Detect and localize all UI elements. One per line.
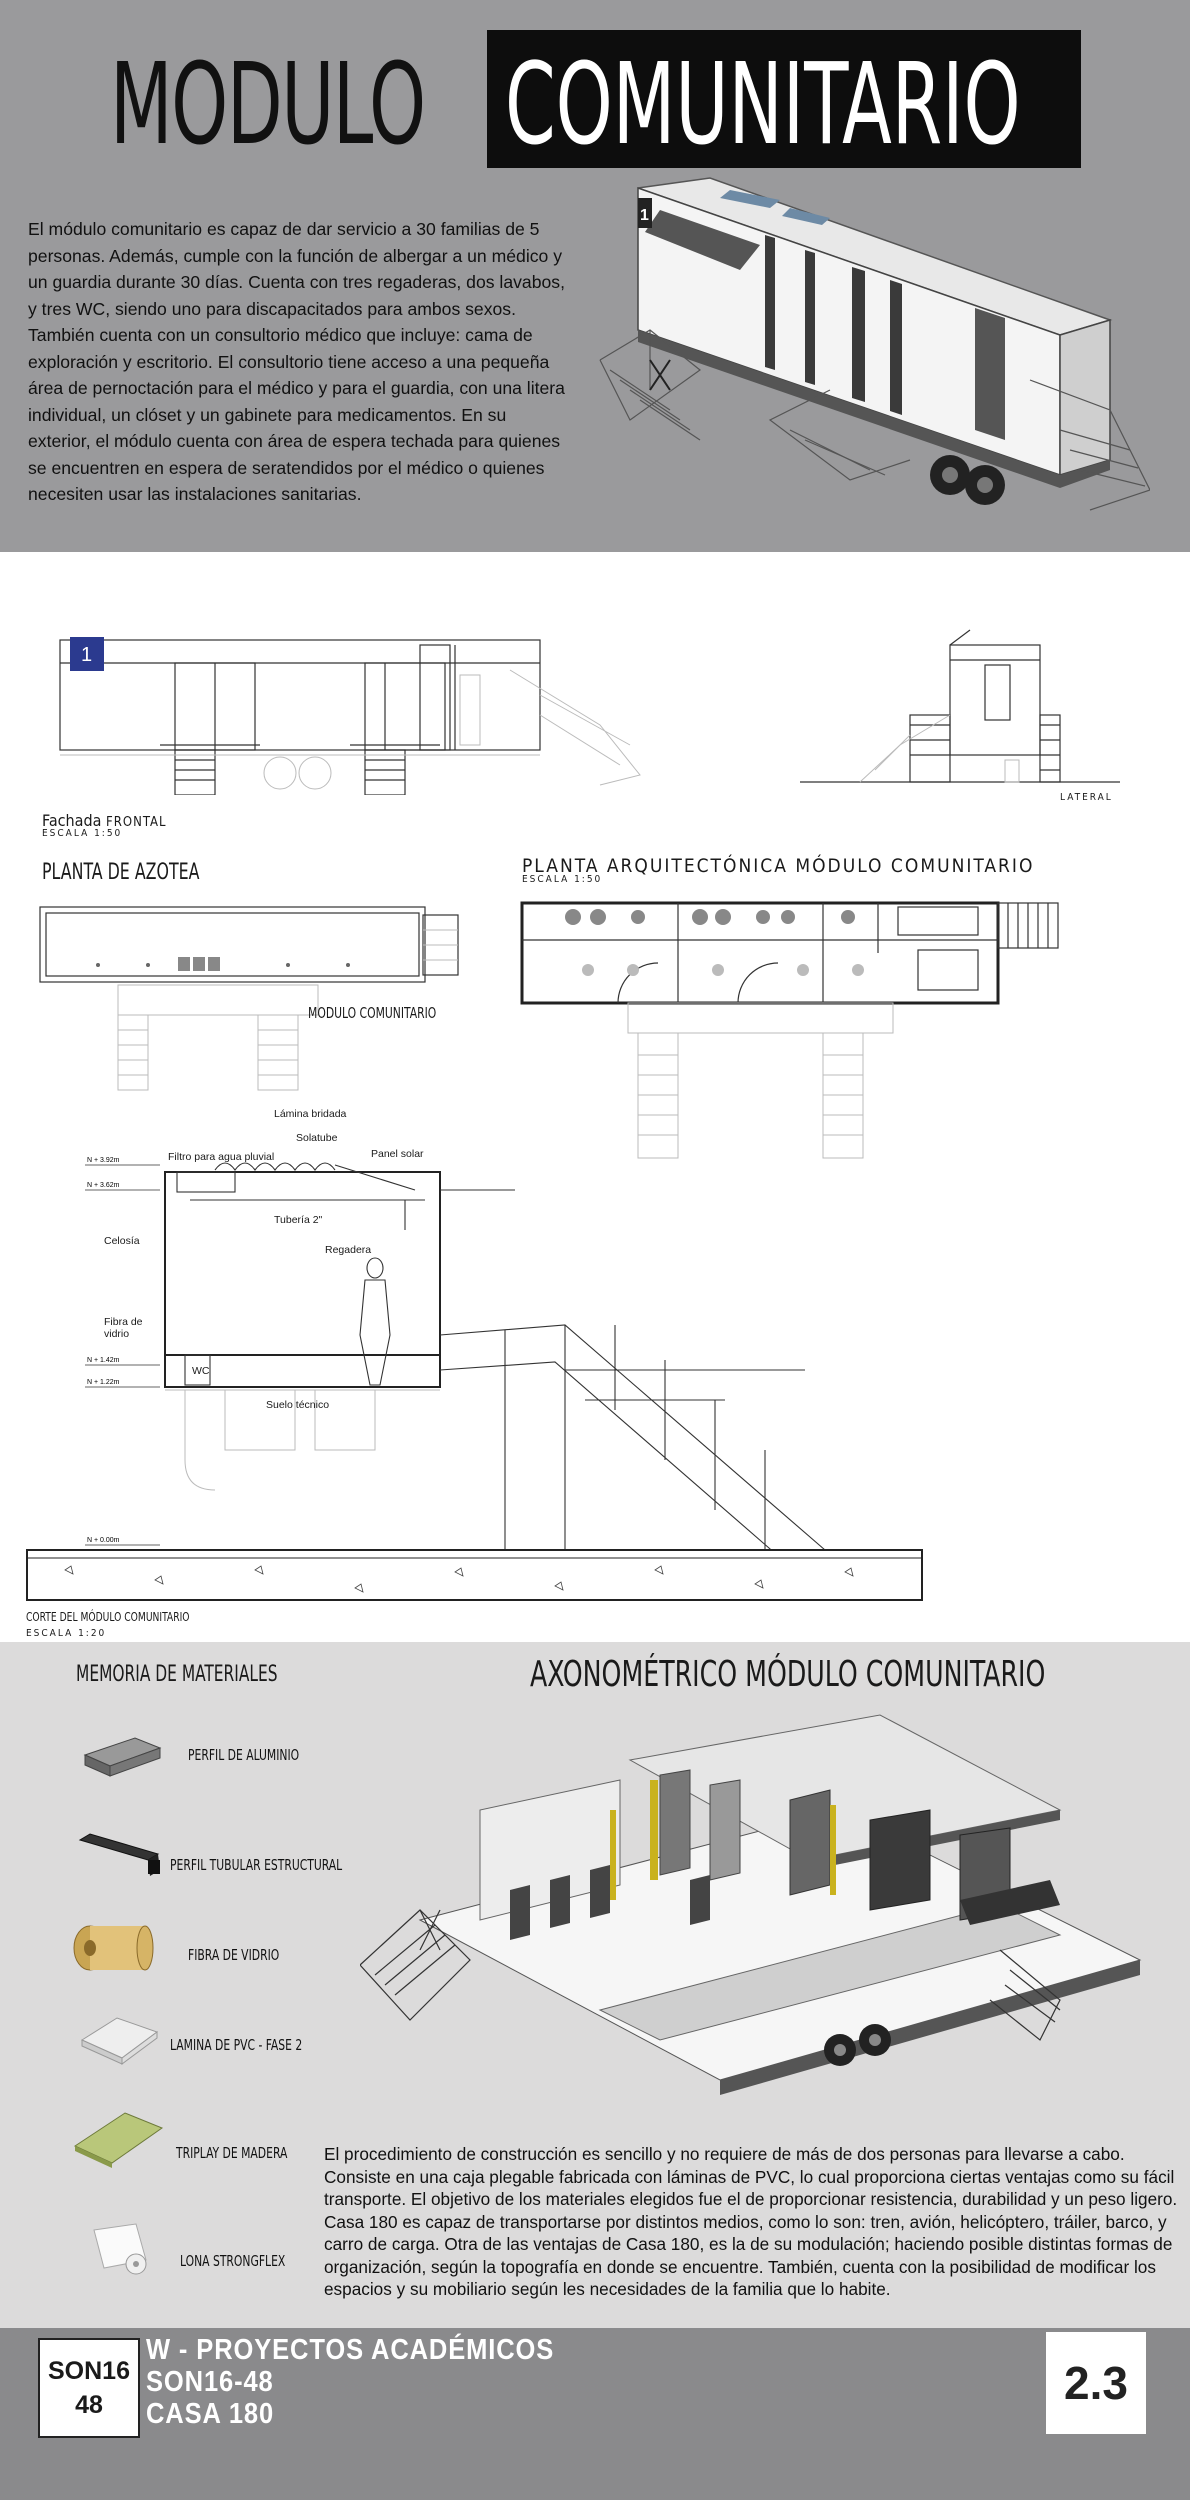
plan-scale: ESCALA 1:50 xyxy=(522,874,603,885)
module-render xyxy=(590,170,1150,550)
svg-text:N + 1.42m: N + 1.42m xyxy=(87,1357,120,1364)
materials-title: MEMORIA DE MATERIALES xyxy=(76,1662,278,1687)
facade-drawings xyxy=(40,615,1160,795)
svg-text:1: 1 xyxy=(640,207,649,224)
fiberglass-roll-icon xyxy=(70,1918,160,1978)
label-filtro: Filtro para agua pluvial xyxy=(168,1151,275,1163)
section-title: CORTE DEL MÓDULO COMUNITARIO xyxy=(26,1610,190,1624)
facade-title: Fachada FRONTAL xyxy=(42,811,167,830)
label-regadera: Regadera xyxy=(325,1244,372,1256)
material-label-6: LONA STRONGFLEX xyxy=(180,2252,286,2270)
plan-title: PLANTA ARQUITECTÓNICA MÓDULO COMUNITARIO xyxy=(522,855,1035,877)
title-part1: MODULO xyxy=(110,40,425,170)
svg-text:N + 0.00m: N + 0.00m xyxy=(87,1537,120,1544)
intro-paragraph: El módulo comunitario es capaz de dar servicio a 30 familias de 5 personas. Además, cumple con la función de albergar a un médico y un guardia durante 30 días. Cuenta con tres regaderas, dos lavabos, y tres WC, siendo uno para discapacitados para ambos sexos. También cuenta con un consultorio médico que incluye: cama de exploración y escritorio. El consultorio tiene acceso a una pequeña área de pernoctación para el médico y para el guardia, con una litera individual, un clóset y un gabinete para medicamentos. En su exterior, el módulo cuenta con área de espera techada para quienes se encuentren en espera de seratendidos por el médico o quienes necesiten usar las instalaciones sanitarias. xyxy=(28,219,565,504)
lateral-label: LATERAL xyxy=(1060,792,1113,803)
svg-text:N + 1.22m: N + 1.22m xyxy=(87,1379,120,1386)
label-suelo: Suelo técnico xyxy=(266,1399,330,1411)
label-celosia: Celosía xyxy=(104,1235,140,1247)
aluminum-profile-icon xyxy=(80,1730,170,1780)
label-fibra: Fibra de vidrio xyxy=(104,1316,143,1340)
svg-text:N + 3.92m: N + 3.92m xyxy=(87,1157,120,1164)
label-panel: Panel solar xyxy=(371,1148,424,1160)
facade-scale: ESCALA 1:50 xyxy=(42,828,123,839)
roof-plan-title: PLANTA DE AZOTEA xyxy=(42,860,200,885)
label-solatube: Solatube xyxy=(296,1132,338,1144)
material-label-1: PERFIL DE ALUMINIO xyxy=(188,1746,300,1764)
material-label-4: LAMINA DE PVC - FASE 2 xyxy=(170,2036,303,2054)
footer-line3: CASA 180 xyxy=(146,2398,275,2430)
footer-line2: SON16-48 xyxy=(146,2366,274,2398)
roof-plan-drawing xyxy=(38,905,478,1095)
tubular-profile-icon xyxy=(78,1830,168,1880)
material-label-2: PERFIL TUBULAR ESTRUCTURAL xyxy=(170,1856,343,1874)
axonometric-render xyxy=(360,1700,1160,2140)
material-label-3: FIBRA DE VIDRIO xyxy=(188,1946,280,1964)
pvc-sheet-icon xyxy=(72,2010,162,2070)
axo-title: AXONOMÉTRICO MÓDULO COMUNITARIO xyxy=(530,1654,1046,1695)
label-tuberia: Tubería 2" xyxy=(274,1214,323,1226)
label-wc: WC xyxy=(192,1365,210,1377)
plywood-icon xyxy=(70,2108,165,2168)
title-part2: COMUNITARIO xyxy=(505,40,1021,170)
procedure-paragraph: El procedimiento de construcción es sencillo y no requiere de más de dos personas para llevarse a cabo. Consiste en una caja plegable fabricada con láminas de PVC, lo cual proporciona ciertas ventajas como su fácil transporte. El objetivo de los materiales elegidos fue el de proporcionar resistencia, durabilidad y un peso ligero. Casa 180 es capaz de transportarse por distintos medios, como lo son: tren, avión, helicóptero, tráiler, barco, y carro de carga. Otra de las ventajas de Casa 180, es la de su modulación; haciendo posible distintas formas de organización, según la topografía en donde se encuentre. También, cuenta con la posibilidad de modificar los espacios y su mobiliario según les necesidades de la familia que lo habite. xyxy=(324,2144,1178,2299)
material-label-5: TRIPLAY DE MADERA xyxy=(176,2144,288,2162)
svg-text:1: 1 xyxy=(81,644,93,666)
section-scale: ESCALA 1:20 xyxy=(26,1628,107,1639)
label-lamina: Lámina bridada xyxy=(274,1108,347,1120)
canvas-roll-icon xyxy=(86,2220,156,2280)
roof-module-label: MODULO COMUNITARIO xyxy=(308,1004,437,1022)
section-drawing xyxy=(25,1100,925,1610)
project-code-box: SON16 48 xyxy=(38,2338,140,2438)
footer-line1: W - PROYECTOS ACADÉMICOS xyxy=(146,2334,555,2366)
page-number: 2.3 xyxy=(1046,2332,1146,2434)
svg-text:N + 3.62m: N + 3.62m xyxy=(87,1182,120,1189)
